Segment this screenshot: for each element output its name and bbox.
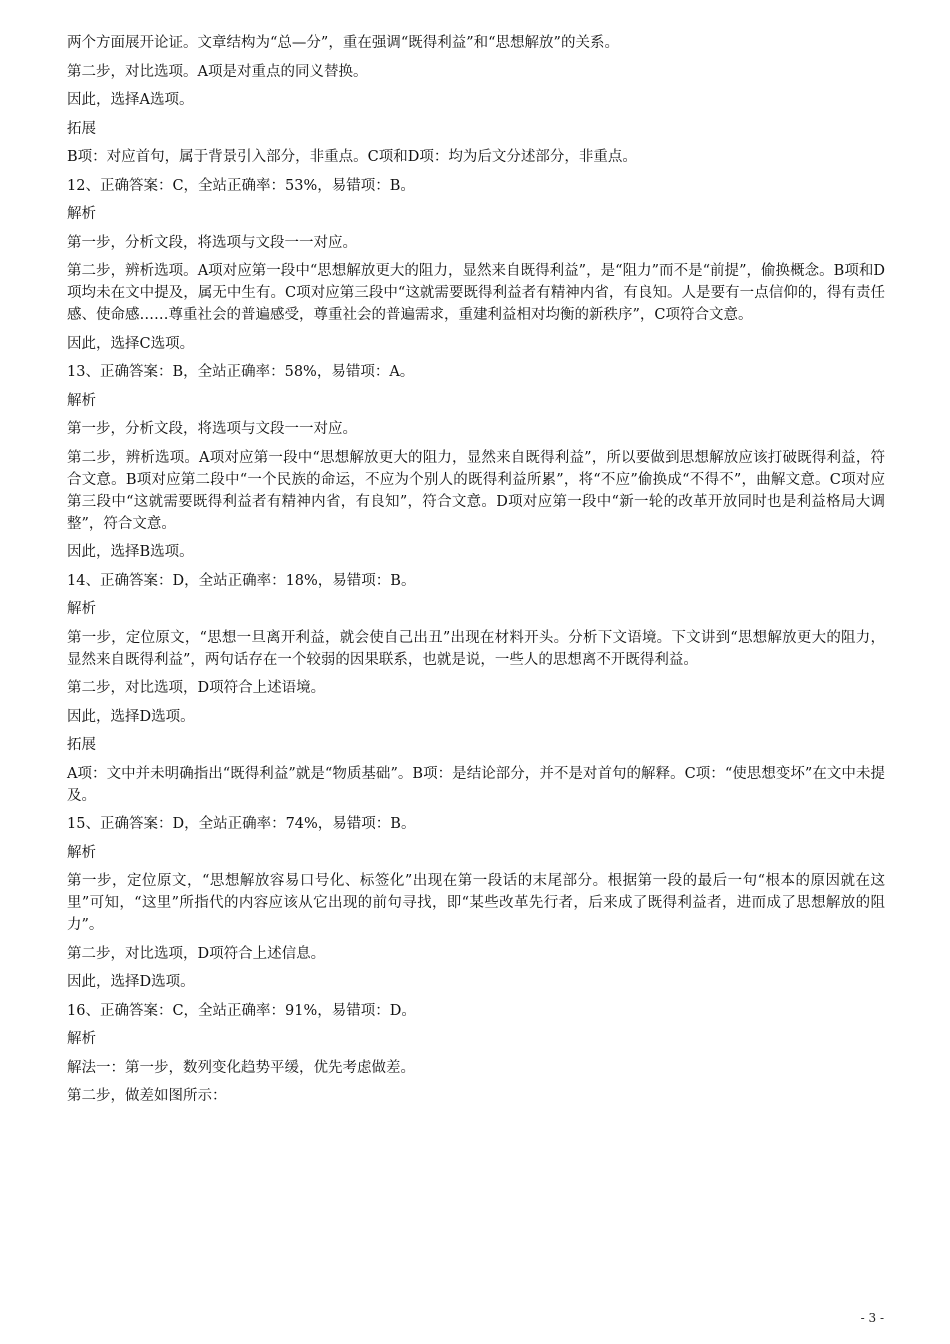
paragraph: 第二步，辨析选项。A项对应第一段中“思想解放更大的阻力，显然来自既得利益”，是“阻力”而不是“前提”，偷换概念。B项和D项均未在文中提及，属无中生有。C项对应第三段中“这就需要既得利益者有精神内省，有良知。人是要有一点信仰的，得有责任感、使命感……尊重社会的普遍感受，尊重社会的普遍需求，重建利益相对均衡的新秩序”，C项符合文意。 [67,263,885,323]
answer-line-q15: 15、正确答案：D，全站正确率：74%，易错项：B。 [67,816,416,832]
section-heading-analysis: 解析 [67,844,96,861]
paragraph: 第二步，做差如图所示： [67,1088,227,1104]
paragraph: B项：对应首句，属于背景引入部分，非重点。C项和D项：均为后文分述部分，非重点。 [67,149,637,165]
paragraph: 两个方面展开论证。文章结构为“总—分”，重在强调“既得利益”和“思想解放”的关系。 [67,35,619,51]
paragraph: 第二步，对比选项。A项是对重点的同义替换。 [67,63,368,80]
paragraph: 第二步，对比选项，D项符合上述语境。 [67,680,326,696]
page-number: - 3 - [860,1311,884,1325]
answer-line-q12: 12、正确答案：C，全站正确率：53%，易错项：B。 [67,177,415,194]
document-body [67,32,885,1114]
section-heading-analysis: 解析 [67,392,96,409]
paragraph: 解法一：第一步，数列变化趋势平缓，优先考虑做差。 [67,1059,415,1076]
paragraph: 第一步，定位原文，“思想解放容易口号化、标签化”出现在第一段话的末尾部分。根据第一段的最后一句“根本的原因就在这里”可知，“这里”所指代的内容应该从它出现的前句寻找，即“某些改革先行者，后来成了既得利益者，进而成了思想解放的阻力”。 [67,873,885,933]
paragraph: 第二步，辨析选项。A项对应第一段中“思想解放更大的阻力，显然来自既得利益”，所以要做到思想解放应该打破既得利益，符合文意。B项对应第二段中“一个民族的命运，不应为个别人的既得利益所累”，将“不应”偷换成“不得不”，曲解文意。C项对应第三段中“这就需要既得利益者有精神内省，有良知”，符合文意。D项对应第一段中“新一轮的改革开放同时也是利益格局大调整”，符合文意。 [67,449,885,532]
section-heading-expand: 拓展 [67,737,96,753]
paragraph: 第二步，对比选项，D项符合上述信息。 [67,945,326,962]
answer-line-q13: 13、正确答案：B，全站正确率：58%，易错项：A。 [67,364,415,380]
answer-line-q16: 16、正确答案：C，全站正确率：91%，易错项：D。 [67,1002,416,1019]
section-heading-analysis: 解析 [67,206,96,222]
answer-line-q14: 14、正确答案：D，全站正确率：18%，易错项：B。 [67,572,416,589]
paragraph: 因此，选择D选项。 [67,708,195,725]
paragraph: 因此，选择B选项。 [67,544,194,560]
paragraph: 因此，选择D选项。 [67,974,195,990]
section-heading-analysis: 解析 [67,1031,96,1047]
section-heading-analysis: 解析 [67,601,96,617]
paragraph: 第一步，分析文段，将选项与文段一一对应。 [67,421,357,437]
section-heading-expand: 拓展 [67,120,96,137]
paragraph: A项：文中并未明确指出“既得利益”就是“物质基础”。B项：是结论部分，并不是对首句的解释。C项：“使思想变坏”在文中未提及。 [67,765,885,804]
paragraph: 因此，选择A选项。 [67,92,194,108]
paragraph: 第一步，分析文段，将选项与文段一一对应。 [67,234,357,251]
paragraph: 因此，选择C选项。 [67,335,195,352]
paragraph: 第一步，定位原文，“思想一旦离开利益，就会使自己出丑”出现在材料开头。分析下文语境。下文讲到“思想解放更大的阻力，显然来自既得利益”，两句话存在一个较弱的因果联系，也就是说，一些人的思想离不开既得利益。 [67,629,885,668]
